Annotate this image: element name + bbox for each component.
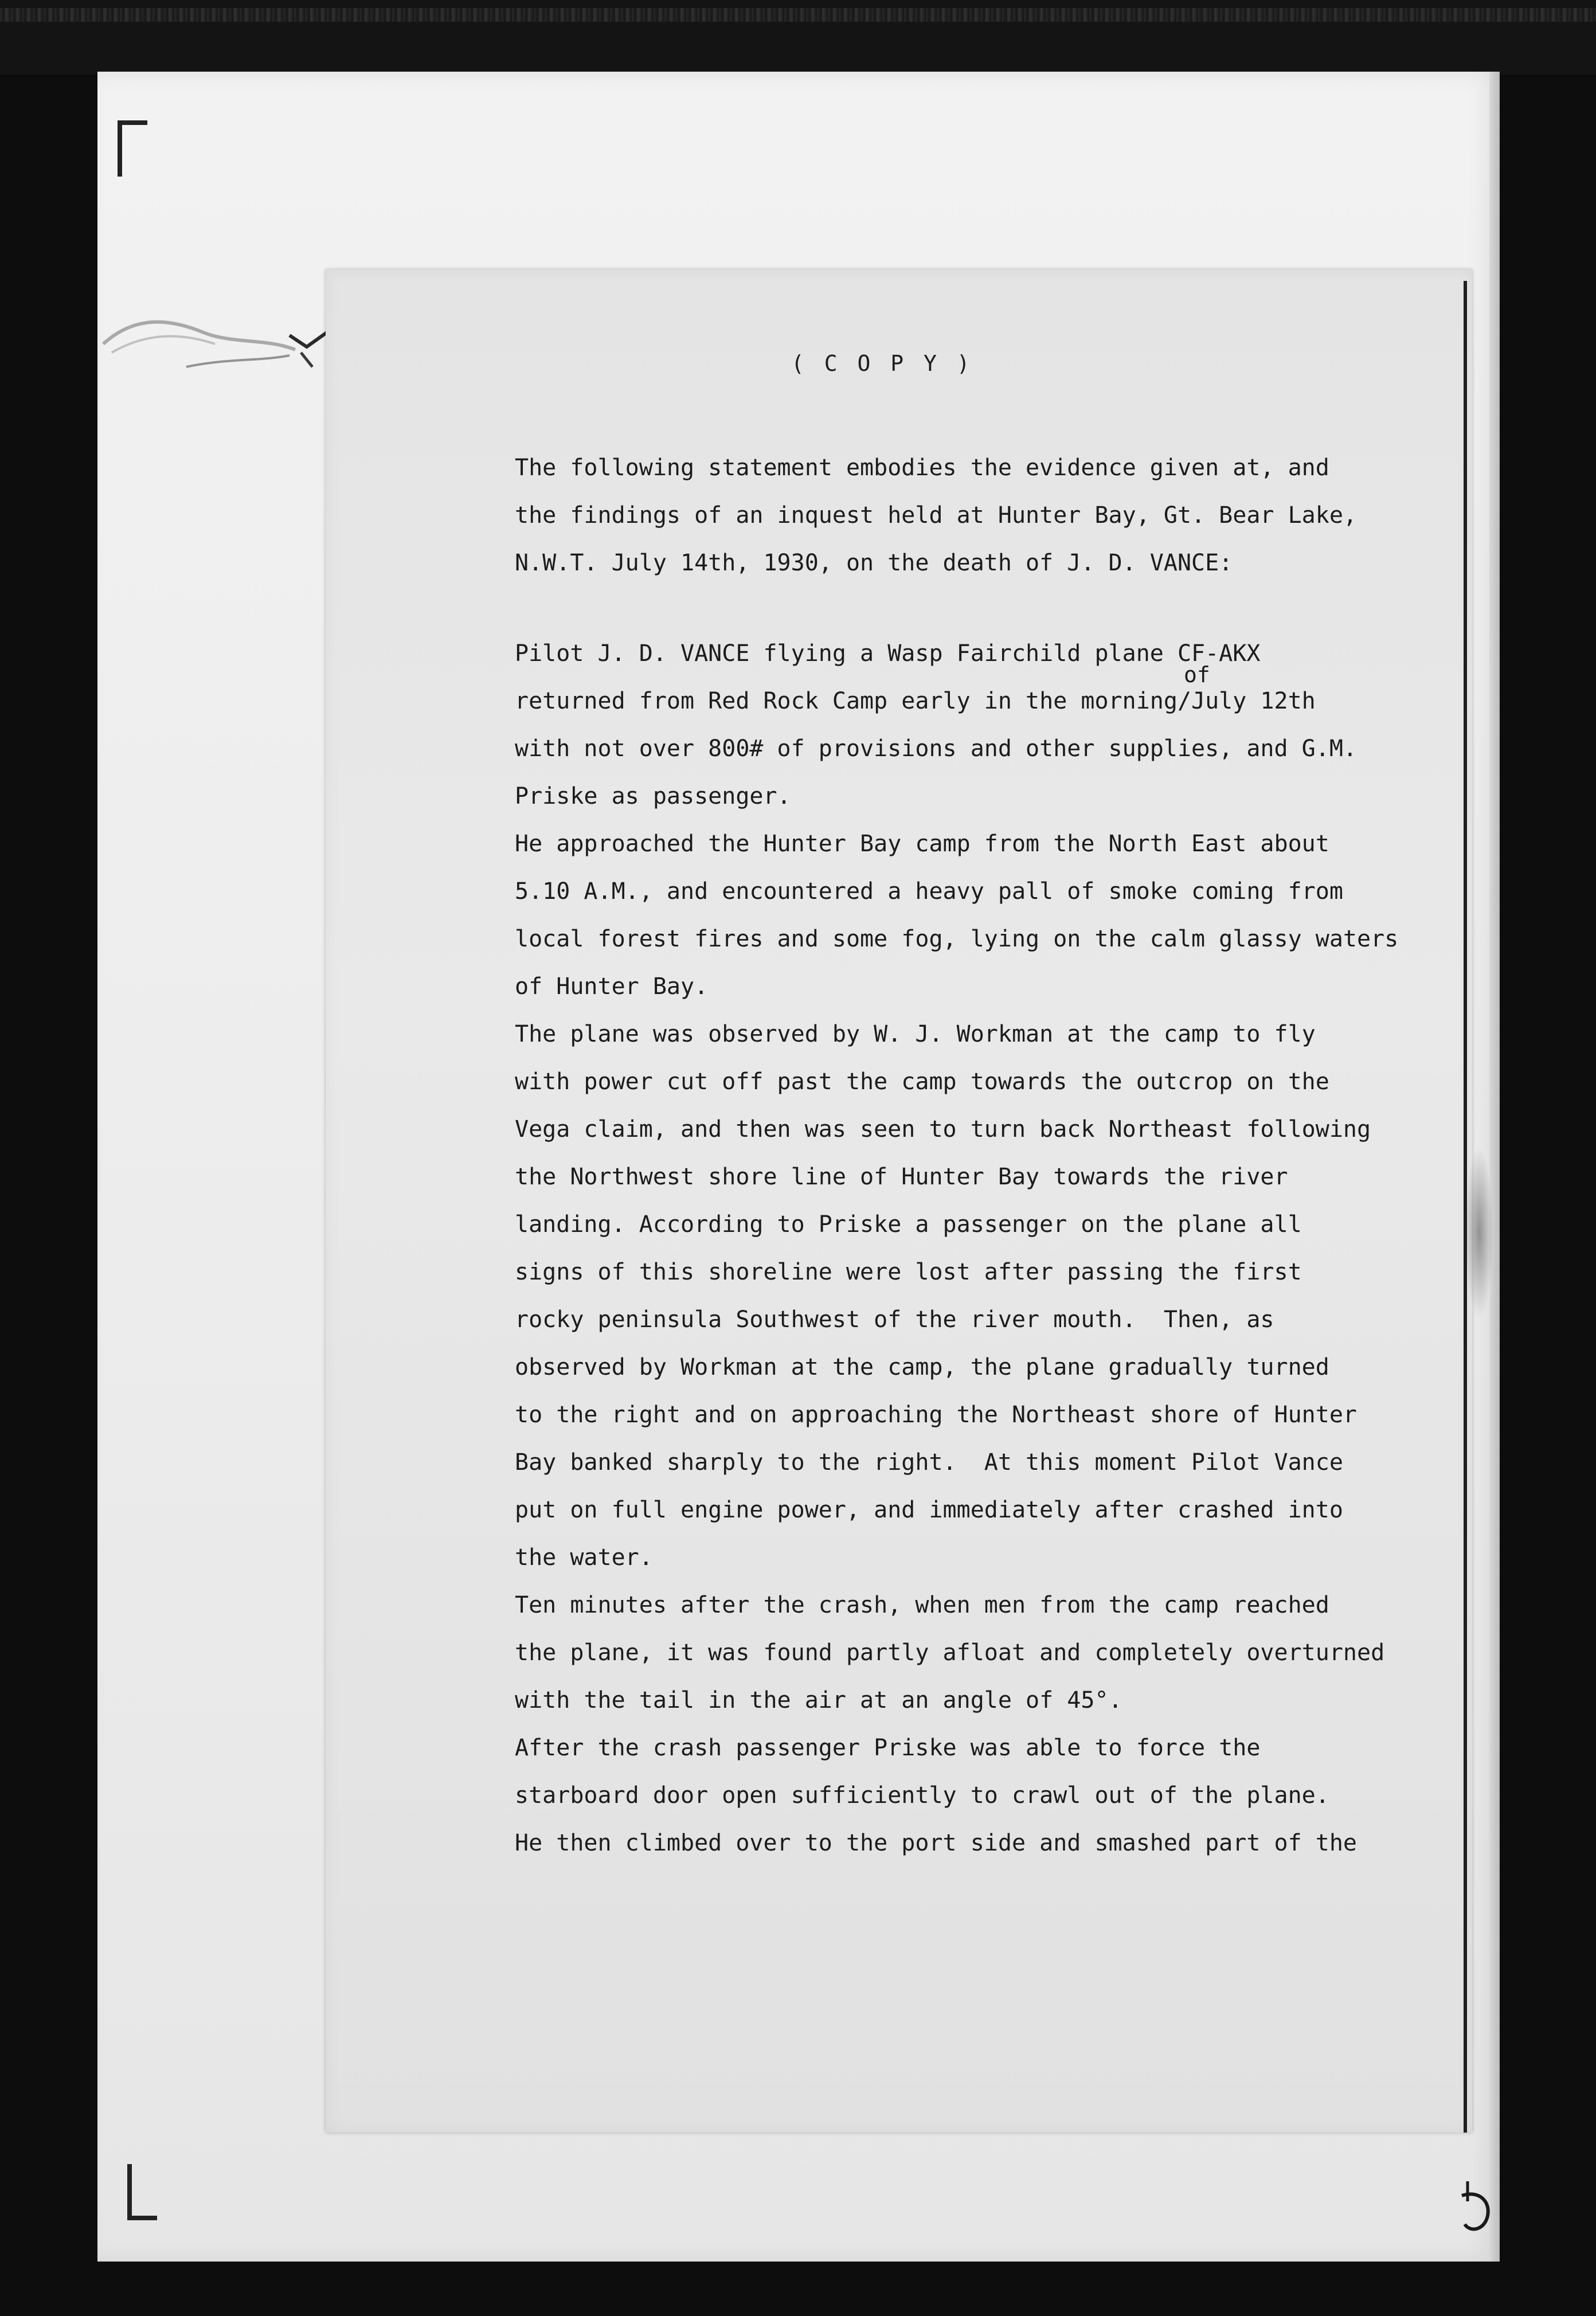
text-line: observed by Workman at the camp, the plane gradually turned bbox=[515, 1354, 1329, 1380]
text-line: signs of this shoreline were lost after passing the first bbox=[515, 1259, 1302, 1285]
document-body bbox=[515, 444, 1455, 1867]
text-line: with not over 800# of provisions and other supplies, and G.M. bbox=[515, 736, 1358, 762]
scan-top-strip bbox=[0, 0, 1596, 75]
pencil-scribble bbox=[100, 310, 330, 373]
text-line: returned from Red Rock Camp early in the morning/July 12th bbox=[515, 688, 1316, 714]
bottom-left-crop-mark bbox=[127, 2164, 157, 2220]
text-line: the Northwest shore line of Hunter Bay towards the river bbox=[515, 1164, 1288, 1190]
top-left-crop-mark bbox=[118, 120, 147, 177]
pencil-scribble-icon bbox=[100, 310, 330, 373]
text-line: He approached the Hunter Bay camp from the North East about bbox=[515, 831, 1329, 857]
text-line: to the right and on approaching the Northeast shore of Hunter bbox=[515, 1402, 1358, 1428]
page-curl-icon bbox=[1456, 2178, 1496, 2241]
text-line: The plane was observed by W. J. Workman at the camp to fly bbox=[515, 1021, 1316, 1047]
text-line: of Hunter Bay. bbox=[515, 973, 709, 1000]
text-line: Priske as passenger. bbox=[515, 783, 791, 809]
text-line: Pilot J. D. VANCE flying a Wasp Fairchild plane CF-AKX bbox=[515, 640, 1261, 667]
text-line: landing. According to Priske a passenger on the plane all bbox=[515, 1211, 1302, 1238]
document-title: ( C O P Y ) bbox=[791, 351, 973, 376]
text-line: Ten minutes after the crash, when men from the camp reached bbox=[515, 1592, 1329, 1618]
text-line: the plane, it was found partly afloat and completely overturned bbox=[515, 1640, 1385, 1666]
text-line: starboard door open sufficiently to crawl out of the plane. bbox=[515, 1782, 1329, 1809]
text-line: with power cut off past the camp towards the outcrop on the bbox=[515, 1069, 1329, 1095]
scan-noise bbox=[0, 8, 1596, 22]
text-line: 5.10 A.M., and encountered a heavy pall of smoke coming from bbox=[515, 878, 1343, 905]
text-line: the water. bbox=[515, 1544, 653, 1571]
text-line: After the crash passenger Priske was able to force the bbox=[515, 1735, 1261, 1761]
text-line: N.W.T. July 14th, 1930, on the death of J. D. VANCE: bbox=[515, 550, 1233, 576]
text-line: put on full engine power, and immediately after crashed into bbox=[515, 1497, 1343, 1523]
text-line: the findings of an inquest held at Hunter Bay, Gt. Bear Lake, bbox=[515, 502, 1358, 529]
text-line: Vega claim, and then was seen to turn back Northeast following bbox=[515, 1116, 1371, 1143]
text-line: Bay banked sharply to the right. At this moment Pilot Vance bbox=[515, 1449, 1343, 1476]
text-line: He then climbed over to the port side and smashed part of the bbox=[515, 1830, 1358, 1856]
text-line: rocky peninsula Southwest of the river mouth. Then, as bbox=[515, 1306, 1274, 1333]
text-line: with the tail in the air at an angle of 45°. bbox=[515, 1687, 1122, 1713]
interlinear-insert: of bbox=[1184, 662, 1210, 687]
text-line: local forest fires and some fog, lying on the calm glassy waters bbox=[515, 926, 1399, 952]
text-line: The following statement embodies the evidence given at, and bbox=[515, 455, 1329, 481]
page-curl bbox=[1456, 2178, 1496, 2241]
ink-smudge bbox=[1465, 1147, 1493, 1319]
